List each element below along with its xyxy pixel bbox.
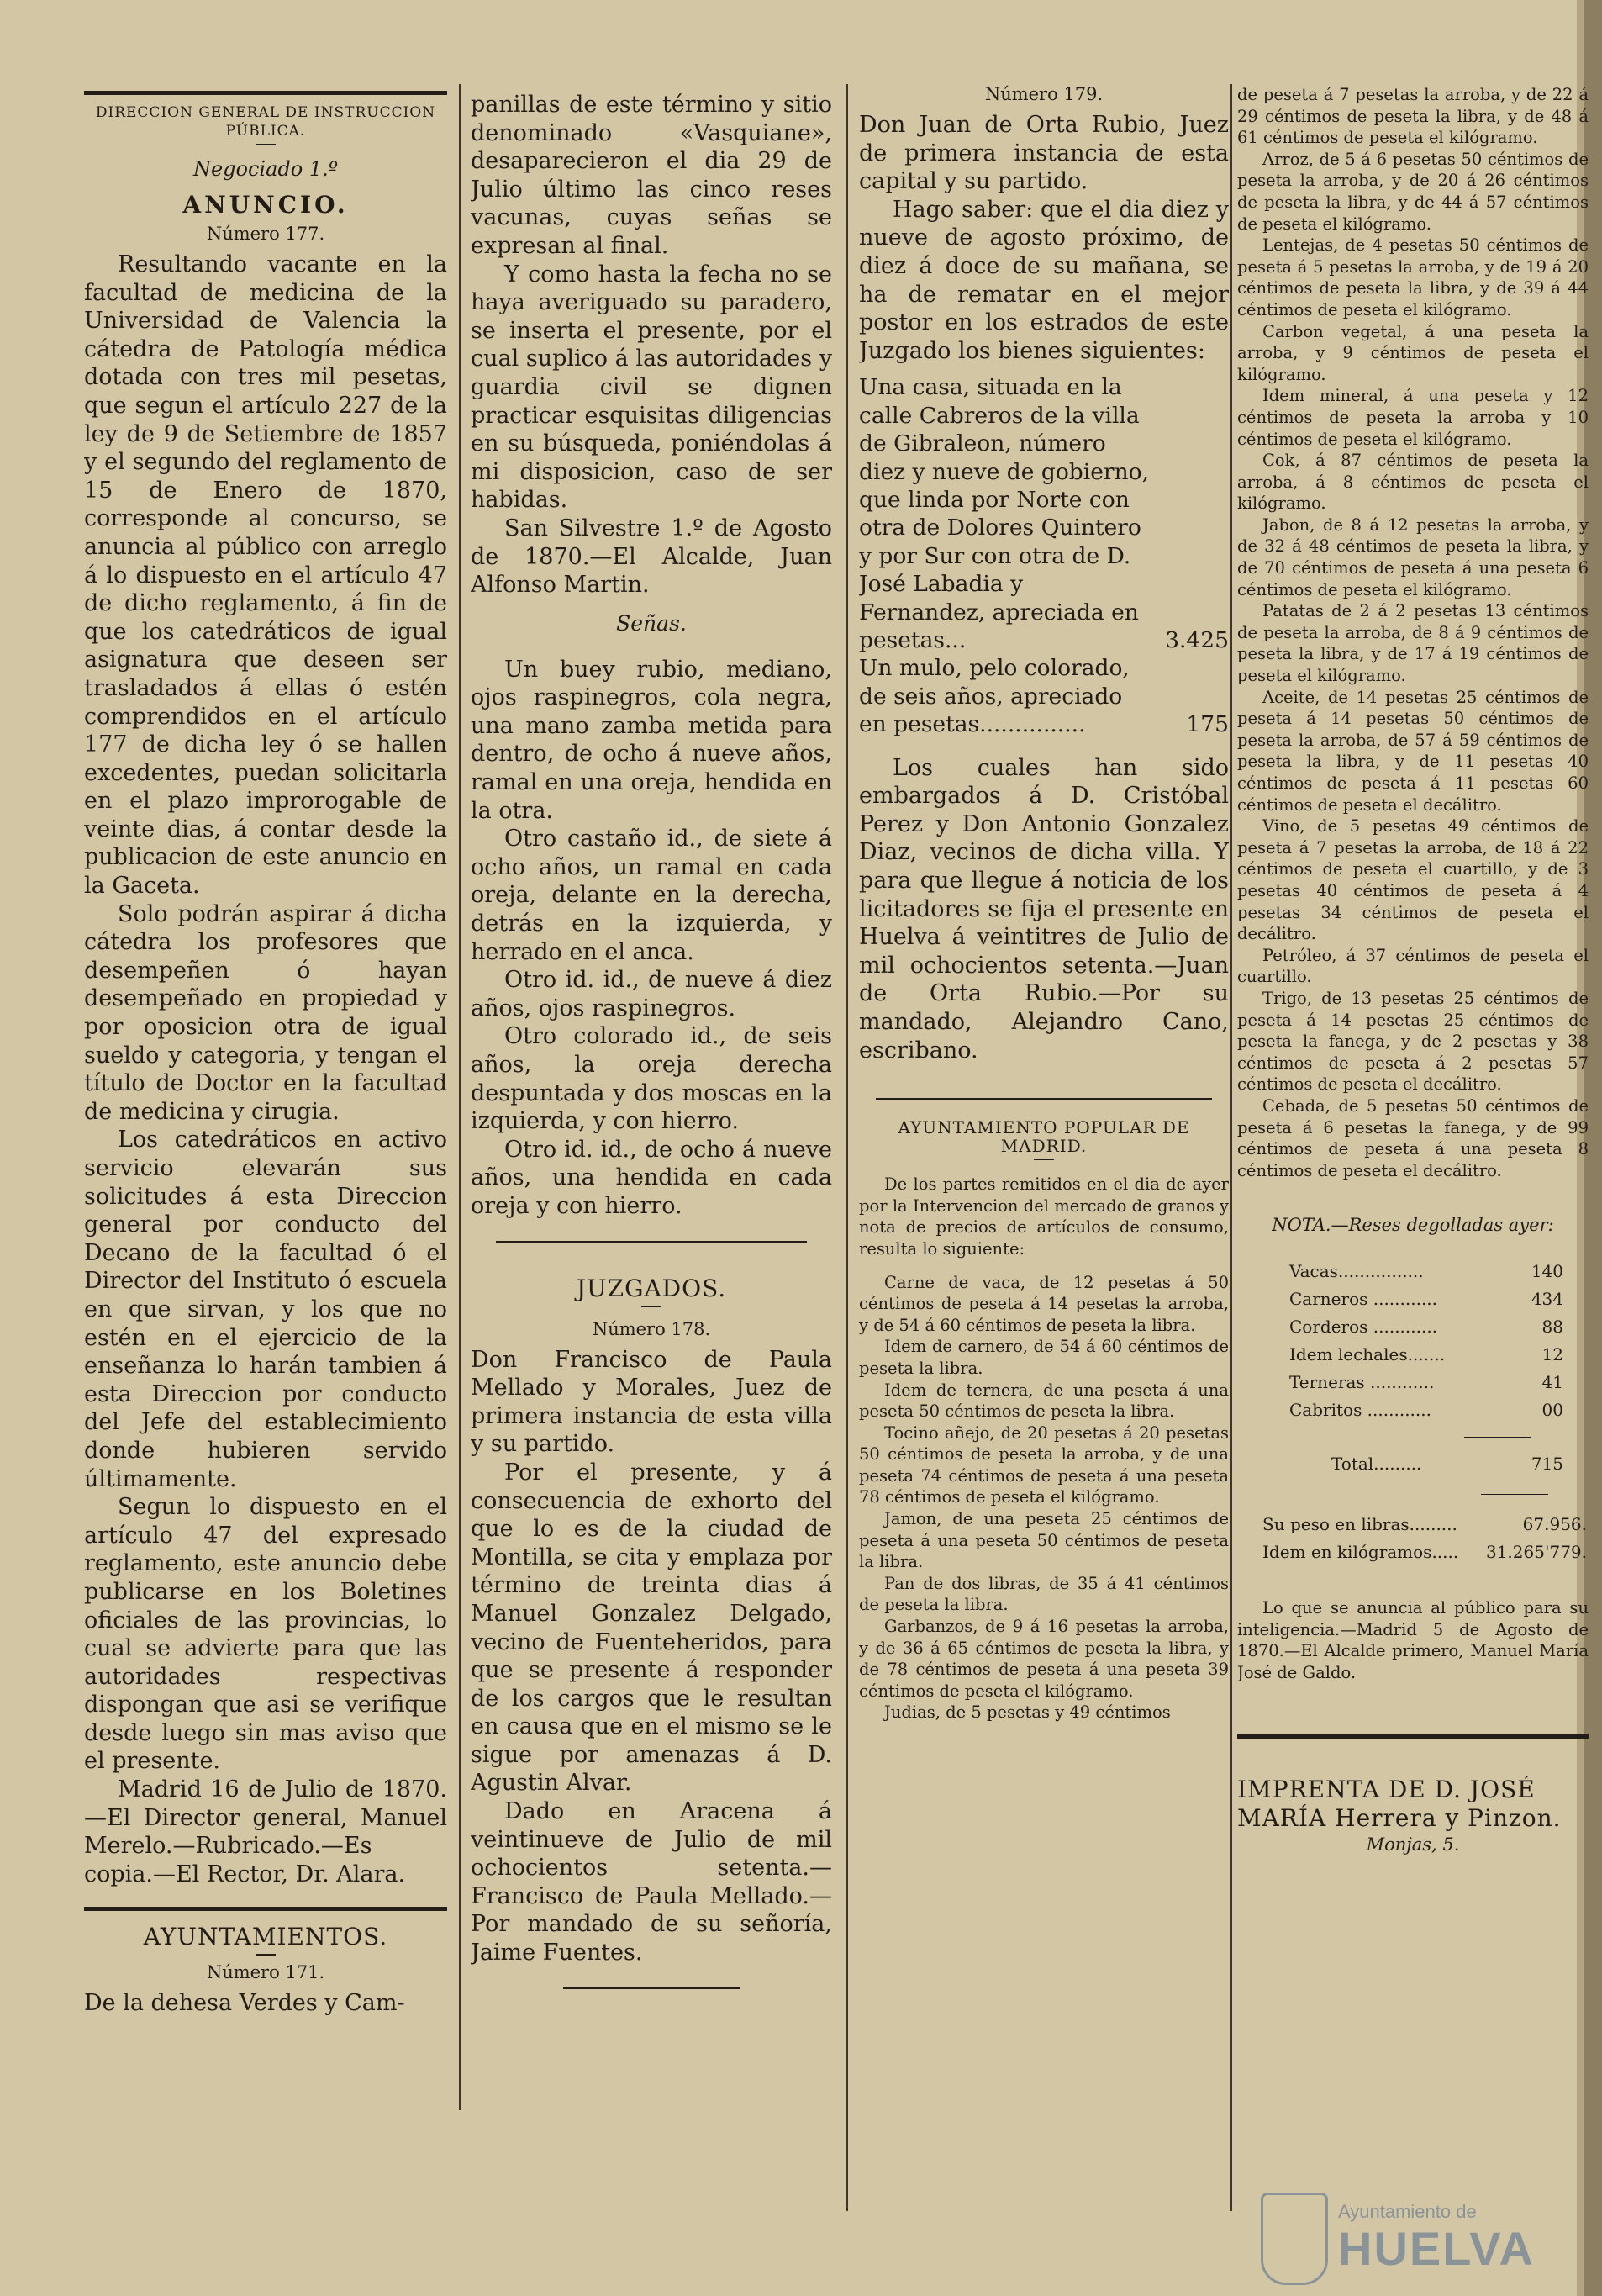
paragraph: Los catedráticos en activo servicio elevarán sus solicitudes á esta Direccion general por conducto del Decano de la facultad ó el Director del Instituto ó escuela en que sirvan, y los que no estén en el ejercicio de la enseñanza lo harán tambien á esta Direccion por conducto del Jefe del establecimiento donde hubieren servido últimamente. xyxy=(84,1127,447,1492)
paragraph: Otro colorado id., de seis años, la oreja derecha despuntada y dos moscas en la izquierda, y con hierro. xyxy=(471,1023,832,1135)
weights-table xyxy=(1261,1510,1589,1567)
top-rule xyxy=(84,91,447,95)
list-item xyxy=(859,654,1229,738)
notice-number: Número 178. xyxy=(592,1318,711,1339)
column-3 xyxy=(859,84,1229,1723)
divider xyxy=(496,1241,807,1243)
watermark-line2: HUELVA xyxy=(1338,2222,1535,2275)
total-value: 715 xyxy=(1531,1454,1563,1475)
printer-name: IMPRENTA DE D. JOSÉ MARÍA Herrera y Pinzon. xyxy=(1237,1775,1562,1832)
libras-value: 67.956. xyxy=(1522,1514,1587,1535)
signature: San Silvestre 1.º de Agosto de 1870.—El Alcalde, Juan Alfonso Martin. xyxy=(471,515,832,599)
paragraph: Otro id. id., de ocho á nueve años, una hendida en cada oreja y con hierro. xyxy=(471,1136,832,1219)
table-row xyxy=(1289,1370,1563,1396)
divider xyxy=(1481,1494,1548,1495)
paragraph: Don Francisco de Paula Mellado y Morales, Juez de primera instancia de esta villa y su partido. xyxy=(471,1346,832,1458)
reses-value: 41 xyxy=(1541,1372,1563,1393)
reses-value: 140 xyxy=(1531,1261,1563,1282)
price-item: Idem de ternera, de una peseta á una peseta 50 céntimos de peseta la libra. xyxy=(859,1380,1229,1422)
price-item: Garbanzos, de 9 á 16 pesetas la arroba, y de 36 á 65 céntimos de peseta la libra, y de 78 céntimos de peseta á una peseta 39 céntimos de peseta el kilógramo. xyxy=(859,1617,1229,1701)
reses-label: Idem lechales....... xyxy=(1289,1344,1446,1365)
closing-paragraph: Lo que se anuncia al público para su inteligencia.—Madrid 5 de Agosto de 1870.—El Alcalde primero, Manuel María José de Galdo. xyxy=(1237,1598,1589,1683)
reses-label: Corderos ............ xyxy=(1289,1317,1438,1338)
paragraph: Don Juan de Orta Rubio, Juez de primera instancia de esta capital y su partido. xyxy=(859,112,1229,195)
price-item: Petróleo, á 37 céntimos de peseta el cuartillo. xyxy=(1237,945,1589,987)
section-heading: AYUNTAMIENTO POPULAR DE MADRID. xyxy=(898,1117,1190,1157)
price-item: Jamon, de una peseta 25 céntimos de peseta á una peseta 50 céntimos de peseta la libra. xyxy=(859,1509,1229,1572)
item-amount: 3.425 xyxy=(1165,627,1229,653)
section-rule xyxy=(84,1907,447,1911)
price-item: Tocino añejo, de 20 pesetas á 20 pesetas 50 céntimos de peseta la arroba, y de una peseta 74 céntimos de peseta á una peseta 78 céntimos de peseta el kilógramo. xyxy=(859,1422,1229,1507)
table-row xyxy=(1289,1259,1563,1285)
paragraph: panillas de este término y sitio denominado «Vasquiane», desaparecieron el dia 29 de Julio último las cinco reses vacunas, cuyas señas se expresan al final. xyxy=(471,92,832,259)
item-description: Una casa, situada en la calle Cabreros de la villa de Gibraleon, número diez y nueve de gobierno, que linda por Norte con otra de Dolores Quintero y por Sur con otra de D. José Labadia y Fernandez, apreciada en pesetas... xyxy=(859,374,1150,653)
reses-value: 12 xyxy=(1541,1344,1563,1365)
table-row xyxy=(1289,1397,1563,1423)
table-row xyxy=(1289,1286,1563,1312)
price-item: Cebada, de 5 pesetas 50 céntimos de peseta á 6 pesetas la fanega, y de 99 céntimos de peseta á una peseta 8 céntimos de peseta el decálitro. xyxy=(1237,1095,1589,1180)
divider xyxy=(256,1954,276,1956)
divider xyxy=(1464,1437,1531,1438)
archive-watermark xyxy=(1261,2193,1580,2285)
printer-address: Monjas, 5. xyxy=(1366,1834,1460,1855)
kilo-label: Idem en kilógramos..... xyxy=(1262,1542,1459,1563)
section-heading: AYUNTAMIENTOS. xyxy=(143,1923,388,1951)
divider xyxy=(641,1306,661,1307)
signature: Madrid 16 de Julio de 1870.—El Director general, Manuel Merelo.—Rubricado.—Es copia.—El Rector, Dr. Alara. xyxy=(84,1776,447,1887)
paragraph: Otro id. id., de nueve á diez años, ojos raspinegros. xyxy=(471,967,832,1021)
column-rule xyxy=(846,84,848,2211)
anuncio-title: ANUNCIO. xyxy=(182,191,349,219)
table-row xyxy=(1289,1314,1563,1340)
price-item: Patatas de 2 á 2 pesetas 13 céntimos de peseta la arroba, de 8 á 9 céntimos de peseta la libra, y de 17 á 19 céntimos de peseta el kilógramo. xyxy=(1237,601,1589,686)
price-item: Arroz, de 5 á 6 pesetas 50 céntimos de peseta la arroba, y de 20 á 26 céntimos de peseta la libra, y de 44 á 57 céntimos de peseta el kilógramo. xyxy=(1237,149,1589,234)
paragraph: Por el presente, y á consecuencia de exhorto del que lo es de la ciudad de Montilla, se cita y emplaza por término de treinta dias á Manuel Gonzalez Delgado, vecino de Fuenteheridos, para que se presente á responder de los cargos que le resultan en causa que en el mismo se le sigue por amenazas á D. Agustin Alvar. xyxy=(471,1459,832,1797)
paragraph: Solo podrán aspirar á dicha cátedra los profesores que desempeñen ó hayan desempeñado en propiedad y por oposicion otra de igual sueldo y categoria, y tengan el título de Doctor en la facultad de medicina y cirugia. xyxy=(84,900,447,1125)
price-item: Jabon, de 8 á 12 pesetas la arroba, y de 32 á 48 céntimos de peseta la libra, y de 70 céntimos de peseta á una peseta 6 céntimos de peseta el kilógramo. xyxy=(1237,515,1589,599)
reses-value: 88 xyxy=(1541,1317,1563,1338)
table-row xyxy=(1289,1342,1563,1368)
paragraph: Hago saber: que el dia diez y nueve de agosto próximo, de diez á doce de su mañana, se ha de rematar en el mejor postor en los estrados de este Juzgado los bienes siguientes: xyxy=(859,196,1229,364)
reses-label: Vacas................ xyxy=(1289,1261,1424,1282)
paragraph: De los partes remitidos en el dia de ayer por la Intervencion del mercado de granos y nota de precios de artículos de consumo, resulta lo siguiente: xyxy=(859,1174,1229,1259)
reses-value: 00 xyxy=(1541,1400,1563,1421)
price-item: Judias, de 5 pesetas y 49 céntimos xyxy=(884,1702,1171,1723)
paragraph: Los cuales han sido embargados á D. Cristóbal Perez y Don Antonio Gonzalez Diaz, vecinos de dicha villa. Y para que llegue á noticia de los licitadores se fija el presente en Huelva á veintitres de Julio de mil ochocientos setenta.—Juan de Orta Rubio.—Por su mandado, Alejandro Cano, escribano. xyxy=(859,754,1229,1064)
list-item xyxy=(859,373,1229,654)
price-item: Pan de dos libras, de 35 á 41 céntimos de peseta la libra. xyxy=(859,1573,1229,1615)
reses-label: Carneros ............ xyxy=(1289,1289,1438,1310)
price-item: Trigo, de 13 pesetas 25 céntimos de peseta á 14 pesetas 25 céntimos de peseta la fanega, y de 2 pesetas y 38 céntimos de peseta á 2 pesetas 57 céntimos de peseta el decálitro. xyxy=(1237,988,1589,1095)
paragraph: De la dehesa Verdes y Cam- xyxy=(84,1990,405,2017)
price-item: Lentejas, de 4 pesetas 50 céntimos de peseta á 5 pesetas la arroba, y de 19 á 20 céntimos de peseta la libra, y de 39 á 44 céntimos de peseta el kilógramo. xyxy=(1237,235,1589,319)
auction-items xyxy=(859,373,1229,738)
column-2 xyxy=(471,91,832,2009)
notice-number: Número 177. xyxy=(206,224,325,244)
section-heading: DIRECCION GENERAL DE INSTRUCCION PÚBLICA. xyxy=(95,104,436,140)
negociado: Negociado 1.º xyxy=(192,157,339,181)
shield-icon xyxy=(1261,2193,1328,2285)
notice-number: Número 179. xyxy=(984,84,1104,104)
total-row xyxy=(1330,1449,1565,1479)
section-rule xyxy=(1237,1734,1589,1739)
price-item: Cok, á 87 céntimos de peseta la arroba, á 8 céntimos de peseta el kilógramo. xyxy=(1237,451,1589,514)
item-amount: 175 xyxy=(1186,711,1229,738)
kilo-value: 31.265'779. xyxy=(1485,1542,1587,1563)
paragraph: Segun lo dispuesto en el artículo 47 del expresado reglamento, este anuncio debe publicarse en los Boletines oficiales de las provincias, lo cual se advierte para que las autoridades respectivas dispongan que asi se verifique desde luego sin mas aviso que el presente. xyxy=(84,1494,447,1775)
divider xyxy=(876,1098,1212,1100)
divider xyxy=(1034,1159,1054,1160)
column-1 xyxy=(84,84,447,2018)
reses-label: Cabritos ............ xyxy=(1289,1400,1431,1421)
price-item: Idem mineral, á una peseta y 12 céntimos de peseta la arroba y 10 céntimos de peseta el kilógramo. xyxy=(1237,386,1589,449)
reses-label: Terneras ............ xyxy=(1289,1372,1435,1393)
price-item: Carne de vaca, de 12 pesetas á 50 céntimos de peseta á 14 pesetas la arroba, y de 54 á 60 céntimos de peseta la libra. xyxy=(859,1272,1229,1335)
total-label: Total......... xyxy=(1331,1454,1422,1475)
senas-heading: Señas. xyxy=(616,610,687,636)
price-item: Carbon vegetal, á una peseta la arroba, y 9 céntimos de peseta el kilógramo. xyxy=(1237,321,1589,384)
price-item: Idem de carnero, de 54 á 60 céntimos de peseta la libra. xyxy=(859,1337,1229,1378)
signature: Dado en Aracena á veintinueve de Julio de mil ochocientos setenta.—Francisco de Paula Mellado.—Por mandado de su señoría, Jaime Fuentes. xyxy=(471,1798,832,1966)
paragraph: Y como hasta la fecha no se haya averiguado su paradero, se inserta el presente, por el cual suplico á las autoridades y guardia civil se dignen practicar esquisitas diligencias en su búsqueda, poniéndolas á mi disposicion, caso de ser habidas. xyxy=(471,261,832,514)
column-4 xyxy=(1237,84,1589,1855)
column-rule xyxy=(1230,84,1232,2211)
price-item: Vino, de 5 pesetas 49 céntimos de peseta á 7 pesetas la arroba, de 18 á 22 céntimos de peseta el cuartillo, y de 3 pesetas 40 céntimos de peseta á 4 pesetas 34 céntimos de peseta el decálitro. xyxy=(1237,816,1589,944)
divider xyxy=(256,144,276,145)
paragraph: Un buey rubio, mediano, ojos raspinegros, cola negra, una mano zamba metida para dentro, de ocho á nueve años, ramal en una oreja, hendida en la otra. xyxy=(471,656,832,824)
paragraph: Otro castaño id., de siete á ocho años, un ramal en cada oreja, delante en la derecha, detrás en la izquierda, y herrado en el anca. xyxy=(471,826,832,965)
reses-table xyxy=(1288,1257,1565,1425)
divider xyxy=(563,1987,740,1989)
watermark-line1: Ayuntamiento de xyxy=(1338,2201,1477,2222)
notice-number: Número 171. xyxy=(206,1962,325,1983)
column-rule xyxy=(459,84,461,2110)
libras-label: Su peso en libras......... xyxy=(1262,1514,1457,1535)
reses-value: 434 xyxy=(1531,1289,1563,1310)
nota-heading: NOTA.—Reses degolladas ayer: xyxy=(1272,1215,1554,1236)
paragraph: Resultando vacante en la facultad de medicina de la Universidad de Valencia la cátedra de Patología médica dotada con tres mil pesetas, que segun el artículo 227 de la ley de 9 de Setiembre de 1857 y el segundo del reglamento de 15 de Enero de 1870, corresponde al concurso, se anuncia al público con arreglo á lo dispuesto en el artículo 47 de dicho reglamento, á fin de que los catedráticos de igual asignatura que deseen ser trasladados á ellas ó estén comprendidos en el artículo 177 de dicha ley ó se hallen excedentes, puedan solicitarla en el plazo improrogable de veinte dias, á contar desde la publicacion de este anuncio en la Gaceta. xyxy=(84,251,447,900)
section-heading: JUZGADOS. xyxy=(576,1274,727,1302)
item-description: Un mulo, pelo colorado, de seis años, apreciado en pesetas............... xyxy=(859,655,1130,738)
price-item: Aceite, de 14 pesetas 25 céntimos de peseta á 14 pesetas 50 céntimos de peseta la arroba, de 57 á 59 céntimos de peseta la libra, y de 11 pesetas 40 céntimos de peseta á 11 pesetas 60 céntimos de peseta el decálitro. xyxy=(1237,687,1589,815)
price-item: de peseta á 7 pesetas la arroba, y de 22 á 29 céntimos de peseta la libra, y de 48 á 61 céntimos de peseta el kilógramo. xyxy=(1237,85,1589,148)
